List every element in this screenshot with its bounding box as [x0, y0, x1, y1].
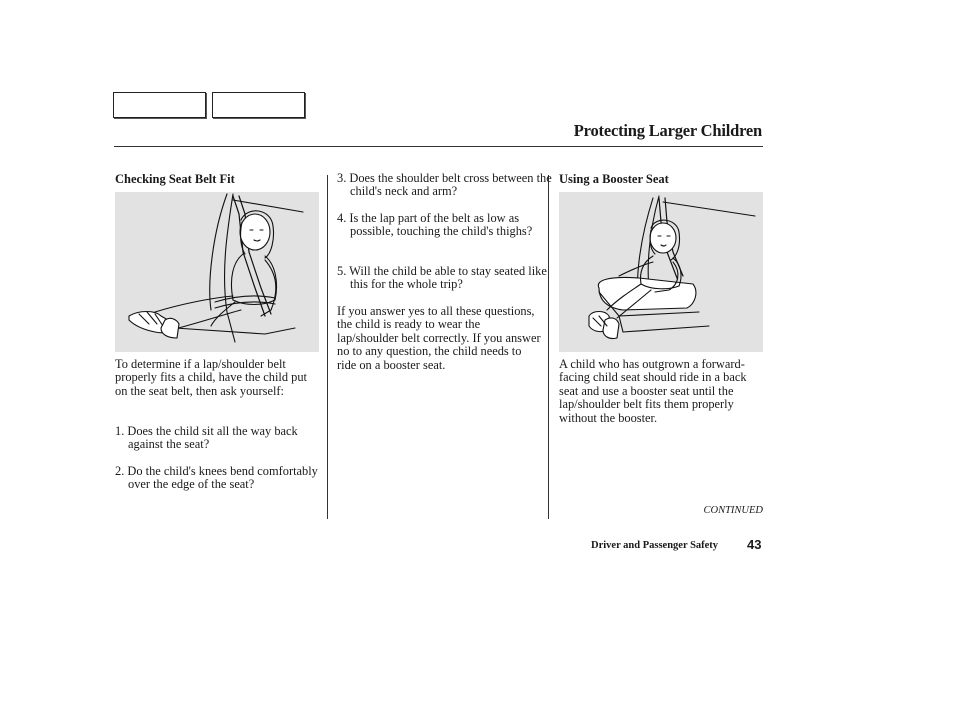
- check-item-1: 1. Does the child sit all the way back against the seat?: [115, 424, 298, 452]
- checking-intro-text: To determine if a lap/shoulder belt properly fits a child, have the child put on the seat belt, then ask yourself:: [115, 357, 308, 398]
- check-item-3: 3. Does the shoulder belt cross between the child's neck and arm?: [337, 171, 552, 199]
- nav-tab-2[interactable]: [212, 92, 305, 118]
- booster-seat-heading: Using a Booster Seat: [559, 172, 669, 186]
- footer-section-title: Driver and Passenger Safety: [591, 540, 719, 551]
- checking-summary-text: If you answer yes to all these questions, the child is ready to wear the lap/shoulder belt correctly. If you answer no to any question, the child needs to ride on a booster seat.: [337, 304, 541, 372]
- continued-label: CONTINUED: [703, 505, 763, 516]
- page-title: Protecting Larger Children: [573, 121, 762, 140]
- check-item-2: 2. Do the child's knees bend comfortably over the edge of the seat?: [115, 464, 318, 492]
- booster-seat-text: A child who has outgrown a forward-facing child seat should ride in a back seat and use a booster seat until the lap/shoulder belt fits them properly without the booster.: [559, 357, 747, 425]
- check-item-5: 5. Will the child be able to stay seated like this for the whole trip?: [337, 264, 547, 292]
- booster-seat-illustration: [559, 192, 763, 352]
- seat-belt-fit-heading: Checking Seat Belt Fit: [115, 172, 235, 186]
- check-item-4: 4. Is the lap part of the belt as low as possible, touching the child's thighs?: [337, 211, 533, 239]
- child-seat-belt-illustration: [115, 192, 319, 352]
- title-divider: [114, 146, 763, 147]
- page-number: 43: [747, 537, 762, 552]
- nav-tab-1[interactable]: [113, 92, 206, 118]
